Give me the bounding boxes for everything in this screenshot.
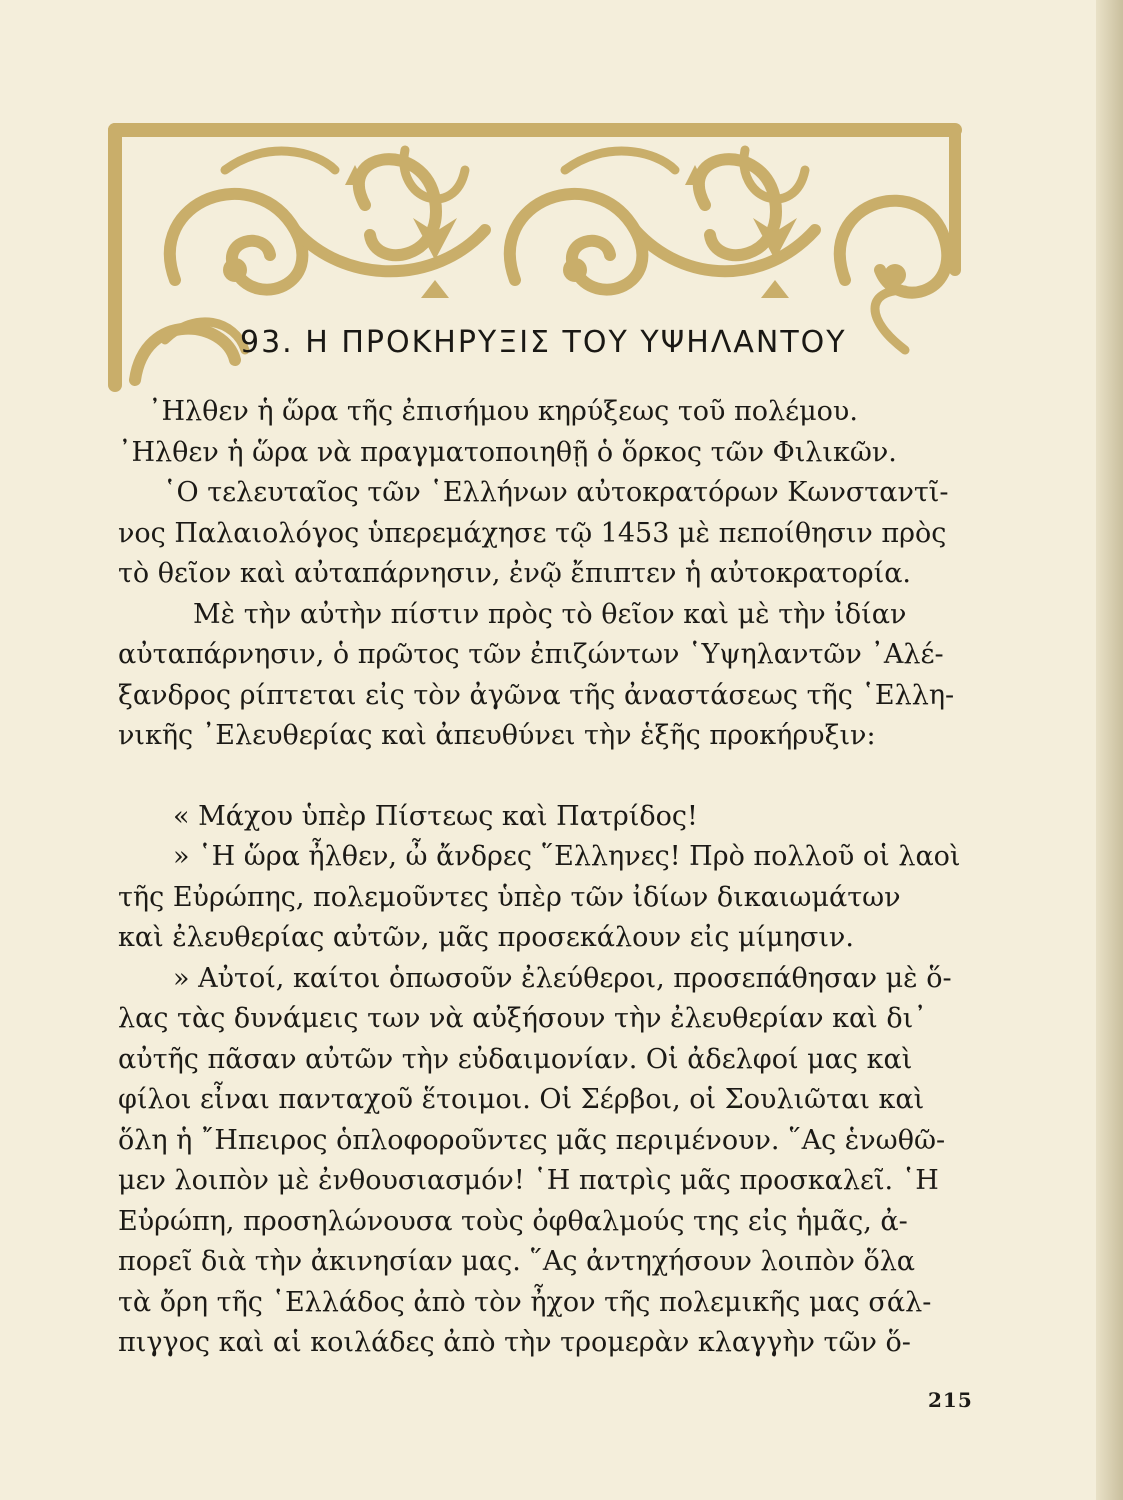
proclamation-line: Εὐρώπη, προσηλώνουσα τοὺς ὀφθαλμούς της εἰς ἡμᾶς, ἀ-: [118, 1205, 908, 1237]
proclamation-line: φίλοι εἶναι πανταχοῦ ἕτοιμοι. Οἱ Σέρβοι, οἱ Σουλιῶται καὶ: [118, 1084, 925, 1115]
proclamation-line: πιγγος καὶ αἱ κοιλάδες ἀπὸ τὴν τρομερὰν κλαγγὴν τῶν ὅ-: [118, 1327, 911, 1358]
page-edge-shadow: [1096, 0, 1123, 1500]
text-line: νικῆς ᾽Ελευθερίας καὶ ἀπευθύνει τὴν ἑξῆς προκήρυξιν:: [118, 720, 876, 751]
text-line: αὐταπάρνησιν, ὁ πρῶτος τῶν ἐπιζώντων ῾Υψηλαντῶν ᾽Αλέ-: [118, 639, 944, 670]
text-line: ᾽Ηλθεν ἡ ὥρα νὰ πραγματοποιηθῇ ὁ ὅρκος τῶν Φιλικῶν.: [118, 436, 897, 468]
proclamation-line: τῆς Εὐρώπης, πολεμοῦντες ὑπὲρ τῶν ἰδίων δικαιωμάτων: [118, 881, 901, 913]
text-line: ξανδρος ρίπτεται εἰς τὸν ἀγῶνα τῆς ἀναστάσεως τῆς ῾Ελλη-: [118, 679, 955, 711]
proclamation-line: αὐτῆς πᾶσαν αὐτῶν τὴν εὐδαιμονίαν. Οἱ ἀδελφοί μας καὶ: [118, 1043, 913, 1075]
proclamation-line: ὅλη ἡ ῎Ηπειρος ὁπλοφοροῦντες μᾶς περιμένουν. ῞Ας ἑνωθῶ-: [118, 1124, 946, 1156]
proclamation-line: » Αὐτοί, καίτοι ὁπωσοῦν ἐλεύθεροι, προσεπάθησαν μὲ ὅ-: [173, 962, 952, 994]
paragraph-gap: [118, 757, 968, 797]
text-line: ᾽Ηλθεν ἡ ὥρα τῆς ἐπισήμου κηρύξεως τοῦ πολέμου.: [148, 396, 858, 427]
proclamation-line: » ῾Η ὥρα ἦλθεν, ὦ ἄνδρες ῞Ελληνες! Πρὸ πολλοῦ οἱ λαοὶ: [173, 841, 961, 872]
text-line: Μὲ τὴν αὐτὴν πίστιν πρὸς τὸ θεῖον καὶ μὲ τὴν ἰδίαν: [193, 598, 907, 630]
text-line: τὸ θεῖον καὶ αὐταπάρνησιν, ἐνῷ ἔπιπτεν ἡ αὐτοκρατορία.: [118, 558, 912, 589]
proclamation-line: καὶ ἐλευθερίας αὐτῶν, μᾶς προσεκάλουν εἰς μίμησιν.: [118, 922, 854, 953]
text-line: νος Παλαιολόγος ὑπερεμάχησε τῷ 1453 μὲ πεποίθησιν πρὸς: [118, 517, 947, 549]
chapter-title: 93. Η ΠΡΟΚΗΡΥΞΙΣ ΤΟΥ ΥΨΗΛΑΝΤΟΥ: [240, 325, 847, 360]
text-line: ῾Ο τελευταῖος τῶν ῾Ελλήνων αὐτοκρατόρων Κωνσταντῖ-: [163, 477, 949, 508]
proclamation-line: πορεῖ διὰ τὴν ἀκινησίαν μας. ῞Ας ἀντηχήσουν λοιπὸν ὅλα: [118, 1246, 916, 1277]
main-text: [118, 392, 968, 1364]
page-number: 215: [928, 1388, 973, 1412]
proclamation-line: λας τὰς δυνάμεις των νὰ αὐξήσουν τὴν ἐλευθερίαν καὶ δι᾽: [118, 1003, 927, 1034]
proclamation-line: τὰ ὄρη τῆς ῾Ελλάδος ἀπὸ τὸν ἦχον τῆς πολεμικῆς μας σάλ-: [118, 1286, 932, 1318]
proclamation-line: μεν λοιπὸν μὲ ἐνθουσιασμόν! ῾Η πατρὶς μᾶς προσκαλεῖ. ῾Η: [118, 1165, 939, 1196]
proclamation-line: « Μάχου ὑπὲρ Πίστεως καὶ Πατρίδος!: [173, 800, 698, 832]
